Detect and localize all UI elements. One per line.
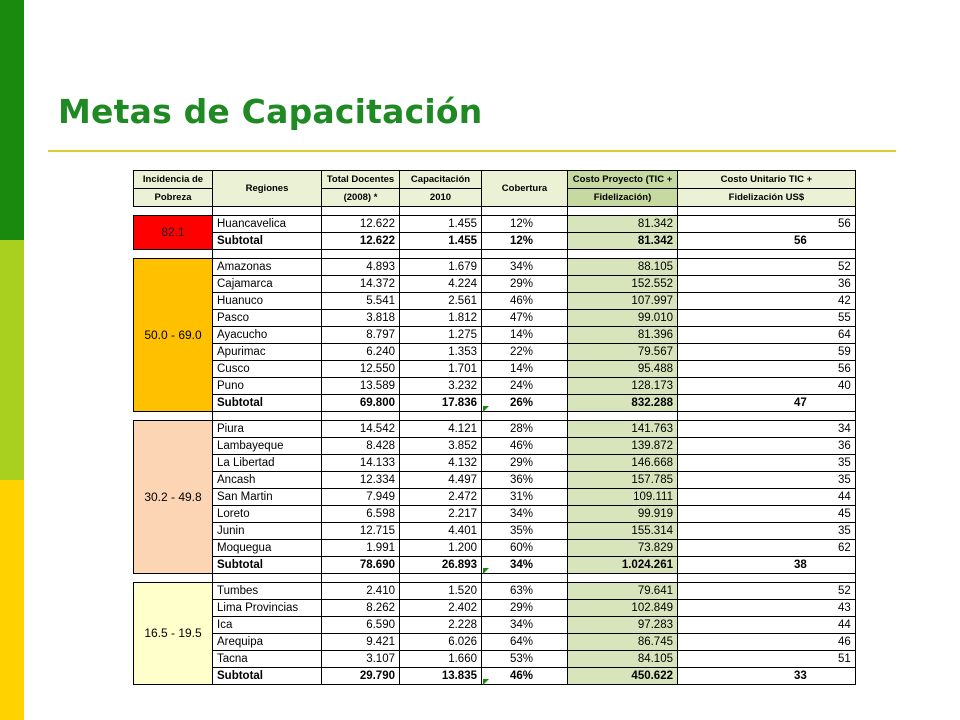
costo-unitario-cell: 62	[678, 540, 856, 557]
capacitacion-cell: 2.402	[400, 600, 482, 617]
costo-proyecto-cell: 81.342	[568, 216, 678, 233]
spacer-cell	[678, 412, 856, 421]
total-docentes-cell: 14.542	[322, 421, 400, 438]
table-row	[134, 651, 856, 668]
subtotal-row	[134, 668, 856, 685]
spacer-cell	[322, 207, 400, 216]
costo-unitario-cell: 55	[678, 310, 856, 327]
costo-proyecto-cell: 141.763	[568, 421, 678, 438]
total-docentes-cell: 13.589	[322, 378, 400, 395]
spacer-cell	[678, 250, 856, 259]
cobertura-cell: 47%	[482, 310, 568, 327]
total-docentes-cell: 9.421	[322, 634, 400, 651]
costo-unitario-cell: 56	[678, 233, 856, 250]
costo-proyecto-cell: 88.105	[568, 259, 678, 276]
costo-unitario-cell: 44	[678, 489, 856, 506]
costo-proyecto-cell: 1.024.261	[568, 557, 678, 574]
spacer-cell	[134, 207, 213, 216]
table-row	[134, 506, 856, 523]
total-docentes-cell: 8.428	[322, 438, 400, 455]
cobertura-cell: 60%	[482, 540, 568, 557]
costo-unitario-cell: 51	[678, 651, 856, 668]
table-row	[134, 472, 856, 489]
region-cell: Tacna	[213, 651, 322, 668]
subtotal-row	[134, 233, 856, 250]
header-incidencia-2: Pobreza	[134, 189, 213, 207]
spacer-cell	[213, 574, 322, 583]
costo-unitario-cell: 52	[678, 259, 856, 276]
region-cell: La Libertad	[213, 455, 322, 472]
costo-unitario-cell: 36	[678, 438, 856, 455]
costo-unitario-cell: 59	[678, 344, 856, 361]
cobertura-cell: 26%	[482, 395, 568, 412]
cobertura-cell: 22%	[482, 344, 568, 361]
region-cell: Puno	[213, 378, 322, 395]
capacitacion-cell: 2.228	[400, 617, 482, 634]
region-cell: Moquegua	[213, 540, 322, 557]
costo-proyecto-cell: 128.173	[568, 378, 678, 395]
cobertura-cell: 12%	[482, 216, 568, 233]
costo-proyecto-cell: 86.745	[568, 634, 678, 651]
group-spacer	[134, 412, 856, 421]
costo-unitario-cell: 34	[678, 421, 856, 438]
capacitacion-cell: 1.275	[400, 327, 482, 344]
cobertura-cell: 24%	[482, 378, 568, 395]
total-docentes-cell: 6.598	[322, 506, 400, 523]
costo-proyecto-cell: 450.622	[568, 668, 678, 685]
total-docentes-cell: 7.949	[322, 489, 400, 506]
spacer-cell	[678, 574, 856, 583]
spacer-cell	[568, 574, 678, 583]
total-docentes-cell: 3.107	[322, 651, 400, 668]
region-cell: Subtotal	[213, 233, 322, 250]
capacitacion-cell: 3.232	[400, 378, 482, 395]
header-unitario-1: Costo Unitario TIC +	[678, 171, 856, 189]
table-row	[134, 361, 856, 378]
capacitacion-cell: 1.812	[400, 310, 482, 327]
costo-proyecto-cell: 102.849	[568, 600, 678, 617]
side-bar-lime	[0, 240, 24, 480]
header-incidencia-1: Incidencia de	[134, 171, 213, 189]
costo-unitario-cell: 44	[678, 617, 856, 634]
incidence-cell: 82.1	[134, 216, 213, 250]
capacitacion-cell: 6.026	[400, 634, 482, 651]
table-row	[134, 600, 856, 617]
costo-proyecto-cell: 79.567	[568, 344, 678, 361]
total-docentes-cell: 12.622	[322, 233, 400, 250]
total-docentes-cell: 12.622	[322, 216, 400, 233]
header-regiones: Regiones	[213, 171, 322, 207]
capacitacion-cell: 26.893	[400, 557, 482, 574]
header-unitario-2: Fidelización US$	[678, 189, 856, 207]
cobertura-cell: 46%	[482, 293, 568, 310]
costo-unitario-cell: 40	[678, 378, 856, 395]
capacitacion-cell: 1.520	[400, 583, 482, 600]
capacitacion-cell: 2.472	[400, 489, 482, 506]
capacitacion-cell: 17.836	[400, 395, 482, 412]
costo-unitario-cell: 35	[678, 523, 856, 540]
spacer-cell	[400, 574, 482, 583]
region-cell: Huancavelica	[213, 216, 322, 233]
header-total-2: (2008) *	[322, 189, 400, 207]
cobertura-cell: 35%	[482, 523, 568, 540]
costo-proyecto-cell: 99.010	[568, 310, 678, 327]
table-row	[134, 617, 856, 634]
region-cell: Subtotal	[213, 395, 322, 412]
region-cell: Cajamarca	[213, 276, 322, 293]
spacer-cell	[213, 250, 322, 259]
cobertura-cell: 34%	[482, 506, 568, 523]
table-row	[134, 438, 856, 455]
region-cell: Apurimac	[213, 344, 322, 361]
cobertura-cell: 34%	[482, 617, 568, 634]
costo-proyecto-cell: 73.829	[568, 540, 678, 557]
table-row	[134, 455, 856, 472]
region-cell: Ayacucho	[213, 327, 322, 344]
spacer-cell	[482, 250, 568, 259]
spacer-cell	[134, 574, 213, 583]
total-docentes-cell: 29.790	[322, 668, 400, 685]
capacitacion-cell: 2.561	[400, 293, 482, 310]
total-docentes-cell: 6.590	[322, 617, 400, 634]
table-row	[134, 634, 856, 651]
region-cell: Subtotal	[213, 557, 322, 574]
cobertura-cell: 36%	[482, 472, 568, 489]
cobertura-cell: 28%	[482, 421, 568, 438]
total-docentes-cell: 12.550	[322, 361, 400, 378]
spacer-cell	[400, 412, 482, 421]
table-row	[134, 583, 856, 600]
costo-proyecto-cell: 81.396	[568, 327, 678, 344]
header-costo-2: Fidelización)	[568, 189, 678, 207]
comment-marker	[483, 406, 489, 412]
cobertura-cell: 53%	[482, 651, 568, 668]
table-row	[134, 310, 856, 327]
spacer-cell	[482, 207, 568, 216]
costo-proyecto-cell: 84.105	[568, 651, 678, 668]
table-row	[134, 378, 856, 395]
cobertura-cell: 34%	[482, 259, 568, 276]
side-bar-green	[0, 0, 24, 240]
costo-unitario-cell: 33	[678, 668, 856, 685]
spacer-cell	[482, 412, 568, 421]
region-cell: Huanuco	[213, 293, 322, 310]
cobertura-cell: 63%	[482, 583, 568, 600]
table-row	[134, 523, 856, 540]
capacitacion-cell: 4.132	[400, 455, 482, 472]
spacer-cell	[568, 412, 678, 421]
header-cobertura: Cobertura	[482, 171, 568, 207]
costo-unitario-cell: 64	[678, 327, 856, 344]
subtotal-row	[134, 557, 856, 574]
capacitacion-cell: 1.660	[400, 651, 482, 668]
spacer-cell	[322, 250, 400, 259]
header-row-1	[134, 171, 856, 189]
costo-proyecto-cell: 79.641	[568, 583, 678, 600]
cobertura-cell: 34%	[482, 557, 568, 574]
cobertura-cell: 12%	[482, 233, 568, 250]
table-row	[134, 293, 856, 310]
costo-proyecto-cell: 157.785	[568, 472, 678, 489]
cobertura-cell: 31%	[482, 489, 568, 506]
total-docentes-cell: 69.800	[322, 395, 400, 412]
region-cell: Piura	[213, 421, 322, 438]
total-docentes-cell: 4.893	[322, 259, 400, 276]
cobertura-cell: 64%	[482, 634, 568, 651]
costo-proyecto-cell: 139.872	[568, 438, 678, 455]
comment-marker	[483, 568, 489, 574]
table-row	[134, 327, 856, 344]
region-cell: Loreto	[213, 506, 322, 523]
group-spacer	[134, 250, 856, 259]
group-spacer	[134, 207, 856, 216]
header-capacitacion-2: 2010	[400, 189, 482, 207]
costo-proyecto-cell: 99.919	[568, 506, 678, 523]
metas-table	[133, 170, 856, 685]
total-docentes-cell: 14.372	[322, 276, 400, 293]
cobertura-cell: 46%	[482, 668, 568, 685]
capacitacion-cell: 1.455	[400, 216, 482, 233]
total-docentes-cell: 78.690	[322, 557, 400, 574]
total-docentes-cell: 12.334	[322, 472, 400, 489]
costo-unitario-cell: 52	[678, 583, 856, 600]
header-capacitacion-1: Capacitación	[400, 171, 482, 189]
costo-unitario-cell: 46	[678, 634, 856, 651]
spacer-cell	[400, 207, 482, 216]
capacitacion-cell: 1.353	[400, 344, 482, 361]
table-row	[134, 344, 856, 361]
total-docentes-cell: 5.541	[322, 293, 400, 310]
region-cell: Cusco	[213, 361, 322, 378]
costo-proyecto-cell: 146.668	[568, 455, 678, 472]
capacitacion-cell: 1.679	[400, 259, 482, 276]
costo-unitario-cell: 38	[678, 557, 856, 574]
total-docentes-cell: 2.410	[322, 583, 400, 600]
spacer-cell	[568, 207, 678, 216]
region-cell: Amazonas	[213, 259, 322, 276]
costo-proyecto-cell: 152.552	[568, 276, 678, 293]
costo-proyecto-cell: 95.488	[568, 361, 678, 378]
header-total-1: Total Docentes	[322, 171, 400, 189]
capacitacion-cell: 4.121	[400, 421, 482, 438]
costo-proyecto-cell: 109.111	[568, 489, 678, 506]
side-bar-yellow	[0, 480, 24, 720]
cobertura-cell: 46%	[482, 438, 568, 455]
costo-unitario-cell: 36	[678, 276, 856, 293]
capacitacion-cell: 4.224	[400, 276, 482, 293]
total-docentes-cell: 8.797	[322, 327, 400, 344]
region-cell: Arequipa	[213, 634, 322, 651]
cobertura-cell: 29%	[482, 600, 568, 617]
group-spacer	[134, 574, 856, 583]
total-docentes-cell: 14.133	[322, 455, 400, 472]
costo-proyecto-cell: 81.342	[568, 233, 678, 250]
costo-unitario-cell: 56	[678, 216, 856, 233]
cobertura-cell: 29%	[482, 276, 568, 293]
table-row	[134, 216, 856, 233]
spacer-cell	[213, 412, 322, 421]
costo-proyecto-cell: 832.288	[568, 395, 678, 412]
cobertura-cell: 29%	[482, 455, 568, 472]
costo-proyecto-cell: 97.283	[568, 617, 678, 634]
capacitacion-cell: 4.401	[400, 523, 482, 540]
region-cell: Pasco	[213, 310, 322, 327]
region-cell: Tumbes	[213, 583, 322, 600]
costo-proyecto-cell: 107.997	[568, 293, 678, 310]
table-row	[134, 540, 856, 557]
table-row	[134, 421, 856, 438]
region-cell: Lima Provincias	[213, 600, 322, 617]
comment-marker	[483, 679, 489, 685]
incidence-cell: 50.0 - 69.0	[134, 259, 213, 412]
table-row	[134, 489, 856, 506]
total-docentes-cell: 1.991	[322, 540, 400, 557]
spacer-cell	[213, 207, 322, 216]
costo-unitario-cell: 56	[678, 361, 856, 378]
region-cell: Lambayeque	[213, 438, 322, 455]
capacitacion-cell: 1.701	[400, 361, 482, 378]
costo-unitario-cell: 47	[678, 395, 856, 412]
total-docentes-cell: 8.262	[322, 600, 400, 617]
spacer-cell	[400, 250, 482, 259]
spacer-cell	[568, 250, 678, 259]
spacer-cell	[322, 574, 400, 583]
costo-unitario-cell: 35	[678, 455, 856, 472]
cobertura-cell: 14%	[482, 361, 568, 378]
capacitacion-cell: 4.497	[400, 472, 482, 489]
costo-unitario-cell: 42	[678, 293, 856, 310]
spacer-cell	[678, 207, 856, 216]
spacer-cell	[134, 250, 213, 259]
region-cell: San Martin	[213, 489, 322, 506]
capacitacion-cell: 2.217	[400, 506, 482, 523]
total-docentes-cell: 12.715	[322, 523, 400, 540]
costo-unitario-cell: 35	[678, 472, 856, 489]
capacitacion-cell: 1.455	[400, 233, 482, 250]
capacitacion-cell: 1.200	[400, 540, 482, 557]
region-cell: Junin	[213, 523, 322, 540]
incidence-cell: 16.5 - 19.5	[134, 583, 213, 685]
costo-proyecto-cell: 155.314	[568, 523, 678, 540]
subtotal-row	[134, 395, 856, 412]
region-cell: Subtotal	[213, 668, 322, 685]
table-row	[134, 259, 856, 276]
header-costo-1: Costo Proyecto (TIC +	[568, 171, 678, 189]
cobertura-cell: 14%	[482, 327, 568, 344]
total-docentes-cell: 6.240	[322, 344, 400, 361]
capacitacion-cell: 13.835	[400, 668, 482, 685]
spacer-cell	[322, 412, 400, 421]
spacer-cell	[482, 574, 568, 583]
costo-unitario-cell: 43	[678, 600, 856, 617]
region-cell: Ancash	[213, 472, 322, 489]
total-docentes-cell: 3.818	[322, 310, 400, 327]
capacitacion-cell: 3.852	[400, 438, 482, 455]
table-row	[134, 276, 856, 293]
region-cell: Ica	[213, 617, 322, 634]
title-divider	[48, 150, 896, 152]
spacer-cell	[134, 412, 213, 421]
incidence-cell: 30.2 - 49.8	[134, 421, 213, 574]
costo-unitario-cell: 45	[678, 506, 856, 523]
page-title: Metas de Capacitación	[58, 92, 483, 131]
